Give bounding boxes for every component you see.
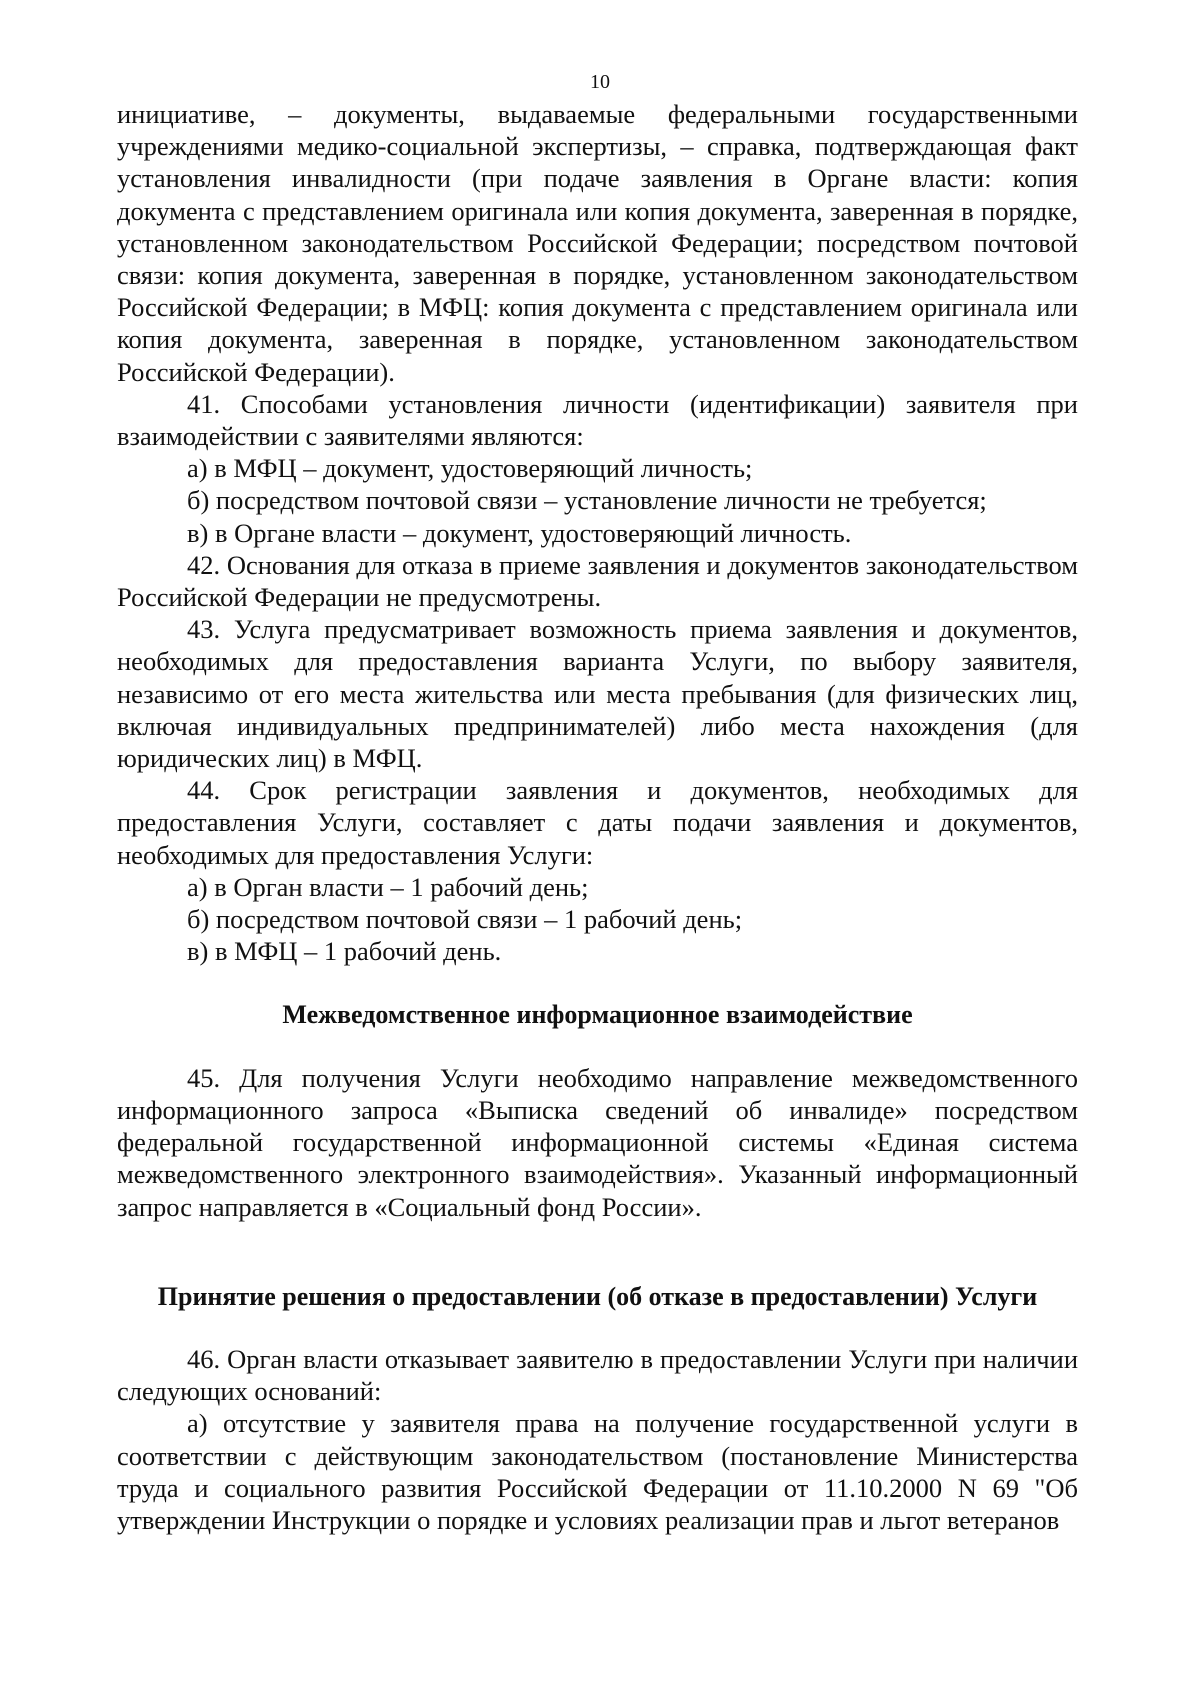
section-heading-decision: Принятие решения о предоставлении (об отказе в предоставлении) Услуги [157, 1281, 1038, 1311]
list-item-46-a: а) отсутствие у заявителя права на получение государственной услуги в соответствии с действующим законодательством (постановление Министерства труда и социального развития Российской Федерации от 11.10.2000 N 69 "Об утверждении Инструкции о порядке и условиях реализации прав и льгот ветеранов [117, 1408, 1078, 1535]
list-item-41-c: в) в Органе власти – документ, удостоверяющий личность. [187, 517, 852, 548]
list-item-44-b: б) посредством почтовой связи – 1 рабочий день; [187, 904, 743, 935]
paragraph-42: 42. Основания для отказа в приеме заявления и документов законодательством Российской Федерации не предусмотрены. [117, 549, 1078, 613]
paragraph-41: 41. Способами установления личности (идентификации) заявителя при взаимодействии с заявителями являются: [117, 388, 1078, 452]
paragraph-45: 45. Для получения Услуги необходимо направление межведомственного информационного запроса «Выписка сведений об инвалиде» посредством федеральной государственной информационной системы «Единая система межведомственного электронного взаимодействия». Указанный информационный запрос направляется в «Социальный фонд России». [117, 1062, 1078, 1222]
paragraph-44: 44. Срок регистрации заявления и документов, необходимых для предоставления Услуги, составляет с даты подачи заявления и документов, необходимых для предоставления Услуги: [117, 775, 1078, 870]
paragraph-46: 46. Орган власти отказывает заявителю в предоставлении Услуги при наличии следующих оснований: [117, 1343, 1078, 1407]
list-item-41-a: а) в МФЦ – документ, удостоверяющий личность; [187, 453, 753, 484]
document-body [117, 98, 1078, 1536]
spacer [117, 1223, 1078, 1281]
section-heading-interagency: Межведомственное информационное взаимодействие [282, 1000, 913, 1030]
list-item-41-b: б) посредством почтовой связи – установление личности не требуется; [187, 485, 987, 516]
page-number: 10 [590, 71, 610, 93]
list-item-44-a: а) в Орган власти – 1 рабочий день; [187, 871, 589, 902]
paragraph-43: 43. Услуга предусматривает возможность приема заявления и документов, необходимых для предоставления варианта Услуги, по выбору заявителя, независимо от его места жительства или места пребывания (для физических лиц, включая индивидуальных предпринимателей) либо места нахождения (для юридических лиц) в МФЦ. [117, 614, 1078, 774]
paragraph-continuation: инициативе, – документы, выдаваемые федеральными государственными учреждениями медико-социальной экспертизы, – справка, подтверждающая факт установления инвалидности (при подаче заявления в Органе власти: копия документа с представлением оригинала или копия документа, заверенная в порядке, установленном законодательством Российской Федерации; посредством почтовой связи: копия документа, заверенная в порядке, установленном законодательством Российской Федерации; в МФЦ: копия документа с представлением оригинала или копия документа, заверенная в порядке, установленном законодательством Российской Федерации). [117, 99, 1078, 387]
spacer [117, 967, 1078, 999]
list-item-44-c: в) в МФЦ – 1 рабочий день. [187, 936, 502, 967]
spacer [117, 1313, 1078, 1343]
spacer [117, 1032, 1078, 1062]
